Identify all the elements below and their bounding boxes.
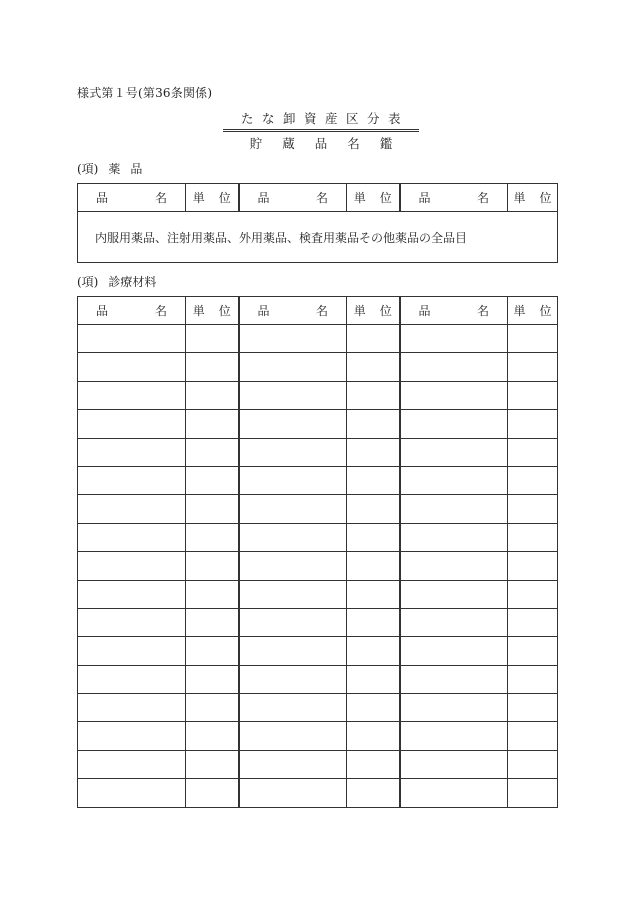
item-name-cell[interactable]: [78, 637, 186, 665]
header-unit: 単 位: [347, 297, 400, 325]
item-name-cell[interactable]: [239, 750, 347, 778]
unit-cell[interactable]: [508, 637, 558, 665]
item-name-cell[interactable]: [239, 552, 347, 580]
unit-cell[interactable]: [186, 750, 239, 778]
unit-cell[interactable]: [186, 580, 239, 608]
unit-cell[interactable]: [508, 552, 558, 580]
unit-cell[interactable]: [508, 580, 558, 608]
table-row: [78, 381, 558, 409]
unit-cell[interactable]: [508, 410, 558, 438]
header-unit: 単 位: [186, 184, 239, 212]
item-name-cell[interactable]: [78, 353, 186, 381]
item-name-cell[interactable]: [239, 637, 347, 665]
table-row: [78, 353, 558, 381]
header-unit: 単 位: [508, 184, 558, 212]
unit-cell[interactable]: [186, 665, 239, 693]
item-name-cell[interactable]: [78, 750, 186, 778]
table-row: [78, 410, 558, 438]
unit-cell[interactable]: [347, 694, 400, 722]
item-name-cell[interactable]: [239, 410, 347, 438]
item-name-cell[interactable]: [400, 694, 508, 722]
table-row: [78, 637, 558, 665]
header-item-name: 品 名: [400, 184, 508, 212]
unit-cell[interactable]: [347, 523, 400, 551]
unit-cell[interactable]: [186, 466, 239, 494]
unit-cell[interactable]: [508, 381, 558, 409]
section-name: 薬品: [108, 162, 153, 176]
header-unit: 単 位: [347, 184, 400, 212]
unit-cell[interactable]: [347, 637, 400, 665]
unit-cell[interactable]: [186, 523, 239, 551]
unit-cell[interactable]: [186, 325, 239, 353]
unit-cell[interactable]: [508, 523, 558, 551]
header-row: [78, 297, 558, 325]
unit-cell[interactable]: [186, 410, 239, 438]
medicine-content: 内服用薬品、注射用薬品、外用薬品、検査用薬品その他薬品の全品目: [78, 212, 558, 263]
unit-cell[interactable]: [508, 722, 558, 750]
unit-cell[interactable]: [347, 580, 400, 608]
unit-cell[interactable]: [186, 353, 239, 381]
table-row: [78, 580, 558, 608]
unit-cell[interactable]: [508, 779, 558, 807]
unit-cell[interactable]: [347, 608, 400, 636]
section-name: 診療材料: [108, 275, 157, 289]
item-name-cell[interactable]: [239, 381, 347, 409]
unit-cell[interactable]: [186, 694, 239, 722]
item-name-cell[interactable]: [239, 438, 347, 466]
unit-cell[interactable]: [508, 665, 558, 693]
item-name-cell[interactable]: [239, 608, 347, 636]
item-name-cell[interactable]: [78, 580, 186, 608]
unit-cell[interactable]: [186, 495, 239, 523]
unit-cell[interactable]: [186, 608, 239, 636]
item-name-cell[interactable]: [239, 466, 347, 494]
item-name-cell[interactable]: [78, 694, 186, 722]
table-row: [78, 523, 558, 551]
title-underline: [223, 129, 419, 132]
item-name-cell[interactable]: [400, 325, 508, 353]
table-row: [78, 608, 558, 636]
unit-cell[interactable]: [347, 381, 400, 409]
table-row: [78, 438, 558, 466]
materials-table: [77, 296, 558, 808]
item-name-cell[interactable]: [400, 438, 508, 466]
item-name-cell[interactable]: [400, 665, 508, 693]
item-name-cell[interactable]: [78, 608, 186, 636]
item-name-cell[interactable]: [239, 353, 347, 381]
table-row: [78, 779, 558, 807]
unit-cell[interactable]: [347, 750, 400, 778]
unit-cell[interactable]: [347, 466, 400, 494]
table-row: [78, 665, 558, 693]
item-name-cell[interactable]: [78, 722, 186, 750]
title-sub: 貯蔵品名鑑: [249, 136, 413, 151]
unit-cell[interactable]: [508, 495, 558, 523]
unit-cell[interactable]: [186, 779, 239, 807]
document-title: [223, 110, 419, 153]
item-name-cell[interactable]: [78, 779, 186, 807]
item-name-cell[interactable]: [400, 410, 508, 438]
item-name-cell[interactable]: [400, 608, 508, 636]
unit-cell[interactable]: [347, 722, 400, 750]
unit-cell[interactable]: [508, 750, 558, 778]
unit-cell[interactable]: [186, 637, 239, 665]
header-item-name: 品 名: [400, 297, 508, 325]
header-item-name: 品 名: [78, 184, 186, 212]
title-main: たな卸資産区分表: [240, 111, 409, 126]
item-name-cell[interactable]: [239, 779, 347, 807]
unit-cell[interactable]: [508, 353, 558, 381]
table-row: [78, 466, 558, 494]
table-row: [78, 495, 558, 523]
header-item-name: 品 名: [239, 297, 347, 325]
table-row: [78, 325, 558, 353]
header-item-name: 品 名: [78, 297, 186, 325]
item-name-cell[interactable]: [78, 665, 186, 693]
header-row: [78, 184, 558, 212]
unit-cell[interactable]: [347, 325, 400, 353]
unit-cell[interactable]: [347, 495, 400, 523]
unit-cell[interactable]: [347, 779, 400, 807]
item-name-cell[interactable]: [400, 523, 508, 551]
item-name-cell[interactable]: [78, 381, 186, 409]
section-label-medicine: [77, 160, 152, 177]
header-item-name: 品 名: [239, 184, 347, 212]
item-name-cell[interactable]: [400, 381, 508, 409]
item-name-cell[interactable]: [78, 410, 186, 438]
header-unit: 単 位: [508, 297, 558, 325]
item-name-cell[interactable]: [78, 325, 186, 353]
item-name-cell[interactable]: [78, 523, 186, 551]
unit-cell[interactable]: [347, 665, 400, 693]
item-name-cell[interactable]: [400, 353, 508, 381]
item-name-cell[interactable]: [78, 438, 186, 466]
item-name-cell[interactable]: [400, 722, 508, 750]
item-name-cell[interactable]: [239, 722, 347, 750]
unit-cell[interactable]: [508, 325, 558, 353]
item-name-cell[interactable]: [239, 523, 347, 551]
item-name-cell[interactable]: [400, 637, 508, 665]
item-name-cell[interactable]: [400, 495, 508, 523]
unit-cell[interactable]: [347, 353, 400, 381]
item-name-cell[interactable]: [239, 694, 347, 722]
item-name-cell[interactable]: [400, 779, 508, 807]
item-name-cell[interactable]: [400, 750, 508, 778]
item-name-cell[interactable]: [239, 665, 347, 693]
unit-cell[interactable]: [186, 552, 239, 580]
unit-cell[interactable]: [508, 694, 558, 722]
item-name-cell[interactable]: [400, 466, 508, 494]
section-prefix: (項): [77, 275, 99, 289]
item-name-cell[interactable]: [239, 495, 347, 523]
table-row: [78, 750, 558, 778]
table-row: [78, 694, 558, 722]
item-name-cell[interactable]: [400, 580, 508, 608]
unit-cell[interactable]: [186, 381, 239, 409]
medicine-table: [77, 183, 558, 263]
item-name-cell[interactable]: [78, 552, 186, 580]
item-name-cell[interactable]: [239, 580, 347, 608]
unit-cell[interactable]: [347, 410, 400, 438]
item-name-cell[interactable]: [78, 495, 186, 523]
item-name-cell[interactable]: [78, 466, 186, 494]
unit-cell[interactable]: [347, 438, 400, 466]
unit-cell[interactable]: [508, 608, 558, 636]
unit-cell[interactable]: [347, 552, 400, 580]
item-name-cell[interactable]: [400, 552, 508, 580]
form-number: 様式第１号(第36条関係): [77, 86, 213, 100]
table-row: [78, 552, 558, 580]
section-prefix: (項): [77, 162, 99, 176]
unit-cell[interactable]: [508, 438, 558, 466]
unit-cell[interactable]: [186, 722, 239, 750]
unit-cell[interactable]: [186, 438, 239, 466]
content-row: [78, 212, 558, 263]
table-row: [78, 722, 558, 750]
header-unit: 単 位: [186, 297, 239, 325]
section-label-materials: [77, 273, 156, 290]
item-name-cell[interactable]: [239, 325, 347, 353]
unit-cell[interactable]: [508, 466, 558, 494]
